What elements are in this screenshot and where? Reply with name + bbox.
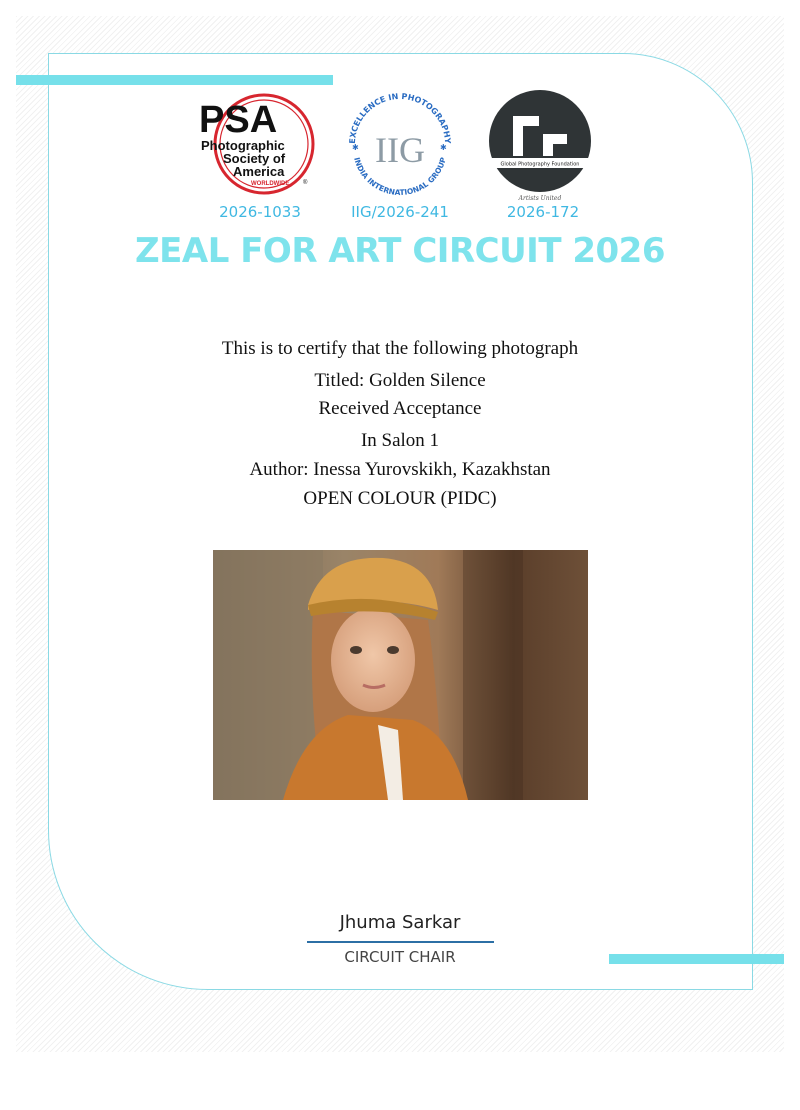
salon-name: In Salon 1 <box>360 430 440 451</box>
psa-text: PSA <box>199 99 278 141</box>
top-accent-bar <box>16 75 333 85</box>
svg-text:Society of: Society of <box>223 151 286 166</box>
psa-code: 2026-1033 <box>219 203 301 221</box>
svg-text:WORLDWIDE: WORLDWIDE <box>251 181 290 187</box>
signatory-name: Jhuma Sarkar <box>339 912 461 933</box>
svg-text:INDIA INTERNATIONAL GROUP: INDIA INTERNATIONAL GROUP <box>352 156 448 196</box>
iig-mark: IIG <box>375 130 425 170</box>
photograph <box>213 550 588 800</box>
svg-text:✱: ✱ <box>352 143 359 152</box>
award-result: Received Acceptance <box>318 398 482 419</box>
svg-text:✱: ✱ <box>440 143 447 152</box>
section-line: OPEN COLOUR (PIDC) <box>303 488 497 509</box>
svg-text:EXCELLENCE IN PHOTOGRAPHY: EXCELLENCE IN PHOTOGRAPHY <box>347 92 453 144</box>
svg-text:Global Photography Foundation: Global Photography Foundation <box>500 161 580 168</box>
gpf-logo <box>487 92 593 202</box>
gpf-code: 2026-172 <box>506 203 580 221</box>
psa-logo <box>197 92 317 196</box>
photo-title: Titled: Golden Silence <box>314 370 486 391</box>
svg-text:®: ® <box>303 180 308 186</box>
iig-code: IIG/2026-241 <box>351 203 449 221</box>
svg-text:Photographic: Photographic <box>201 138 285 153</box>
iig-logo <box>345 92 455 196</box>
signatory-role: CIRCUIT CHAIR <box>344 948 456 966</box>
svg-text:Artists United: Artists United <box>518 195 562 202</box>
svg-text:America: America <box>233 164 285 179</box>
author-line: Author: Inessa Yurovskikh, Kazakhstan <box>249 459 551 480</box>
cert-intro: This is to certify that the following photograph <box>221 338 579 359</box>
signature-line <box>307 941 494 943</box>
circuit-title: ZEAL FOR ART CIRCUIT 2026 <box>135 231 665 271</box>
